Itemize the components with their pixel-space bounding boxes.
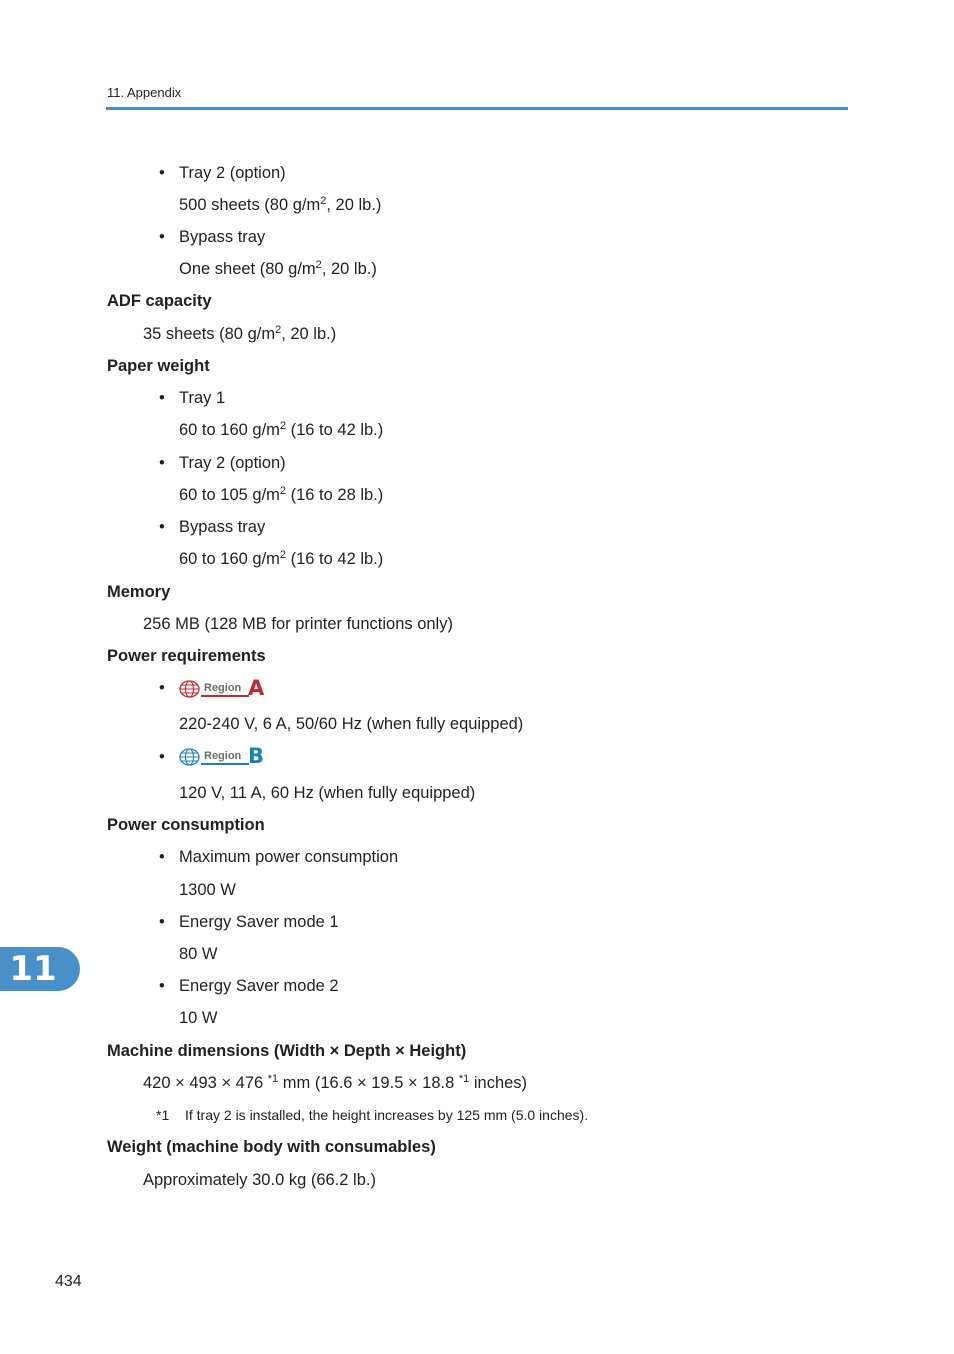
bullet: •	[159, 977, 165, 995]
header-rule	[106, 107, 848, 110]
energy-saver-2-value: 10 W	[179, 1009, 218, 1027]
region-label: Region	[204, 682, 242, 694]
paper-weight-heading: Paper weight	[107, 357, 210, 375]
power-requirements-heading: Power requirements	[107, 647, 266, 665]
region-b-badge	[179, 744, 269, 768]
bullet: •	[159, 228, 165, 246]
region-a-power-value: 220-240 V, 6 A, 50/60 Hz (when fully equipped)	[179, 715, 524, 733]
tray2-capacity-value: 500 sheets (80 $g/m^2$, 20 lb.)	[179, 195, 382, 214]
adf-capacity-heading: ADF capacity	[107, 292, 212, 310]
running-header: 11. Appendix	[107, 85, 182, 100]
energy-saver-1-label: Energy Saver mode 1	[179, 913, 339, 931]
weight-value: Approximately 30.0 kg (66.2 lb.)	[143, 1171, 376, 1189]
bypass-capacity-value: One sheet (80 $g/m^2$, 20 lb.)	[179, 259, 377, 278]
chapter-tab	[0, 947, 80, 991]
dimensions-heading: Machine dimensions (Width × Depth × Height)	[107, 1042, 467, 1060]
region-b-power-value: 120 V, 11 A, 60 Hz (when fully equipped)	[179, 784, 476, 802]
energy-saver-1-value: 80 W	[179, 945, 218, 963]
bypass-weight-label: Bypass tray	[179, 518, 266, 536]
region-letter-a: A	[248, 676, 265, 700]
adf-capacity-value: 35 sheets (80 $g/m^2$, 20 lb.)	[143, 324, 337, 343]
memory-heading: Memory	[107, 583, 171, 601]
bullet: •	[159, 913, 165, 931]
tray2-weight-label: Tray 2 (option)	[179, 454, 286, 472]
region-underline	[201, 695, 249, 697]
footnote-text: If tray 2 is installed, the height increases by 125 mm (5.0 inches).	[185, 1107, 589, 1123]
tray1-weight-label: Tray 1	[179, 389, 226, 407]
max-power-label: Maximum power consumption	[179, 848, 399, 866]
region-letter-b: B	[248, 744, 265, 768]
bullet: •	[159, 389, 165, 407]
bullet: •	[159, 679, 165, 697]
tray1-weight-value: 60 to 160 $g/m^2$ (16 to 42 lb.)	[179, 420, 384, 439]
bypass-capacity-label: Bypass tray	[179, 228, 266, 246]
globe-icon	[179, 680, 200, 698]
dimensions-value: 420 × 493 × 476 $^{*1}$ mm (16.6 × 19.5 × 18.8 $^{*1}$ inches)	[143, 1073, 528, 1092]
globe-icon	[179, 748, 200, 766]
page-number: 434	[55, 1273, 82, 1290]
max-power-value: 1300 W	[179, 881, 236, 899]
footnote-mark: *1	[156, 1107, 170, 1123]
tray2-weight-value: 60 to 105 $g/m^2$ (16 to 28 lb.)	[179, 485, 384, 504]
bullet: •	[159, 748, 165, 766]
bullet: •	[159, 454, 165, 472]
weight-heading: Weight (machine body with consumables)	[107, 1138, 436, 1156]
tray2-capacity-label: Tray 2 (option)	[179, 164, 286, 182]
bypass-weight-value: 60 to 160 $g/m^2$ (16 to 42 lb.)	[179, 549, 384, 568]
chapter-number: 11	[9, 949, 57, 989]
bullet: •	[159, 164, 165, 182]
region-label: Region	[204, 750, 242, 762]
energy-saver-2-label: Energy Saver mode 2	[179, 977, 339, 995]
memory-value: 256 MB (128 MB for printer functions only)	[143, 615, 453, 633]
bullet: •	[159, 518, 165, 536]
bullet: •	[159, 848, 165, 866]
region-underline	[201, 763, 249, 765]
power-consumption-heading: Power consumption	[107, 816, 265, 834]
region-a-badge	[179, 676, 269, 700]
